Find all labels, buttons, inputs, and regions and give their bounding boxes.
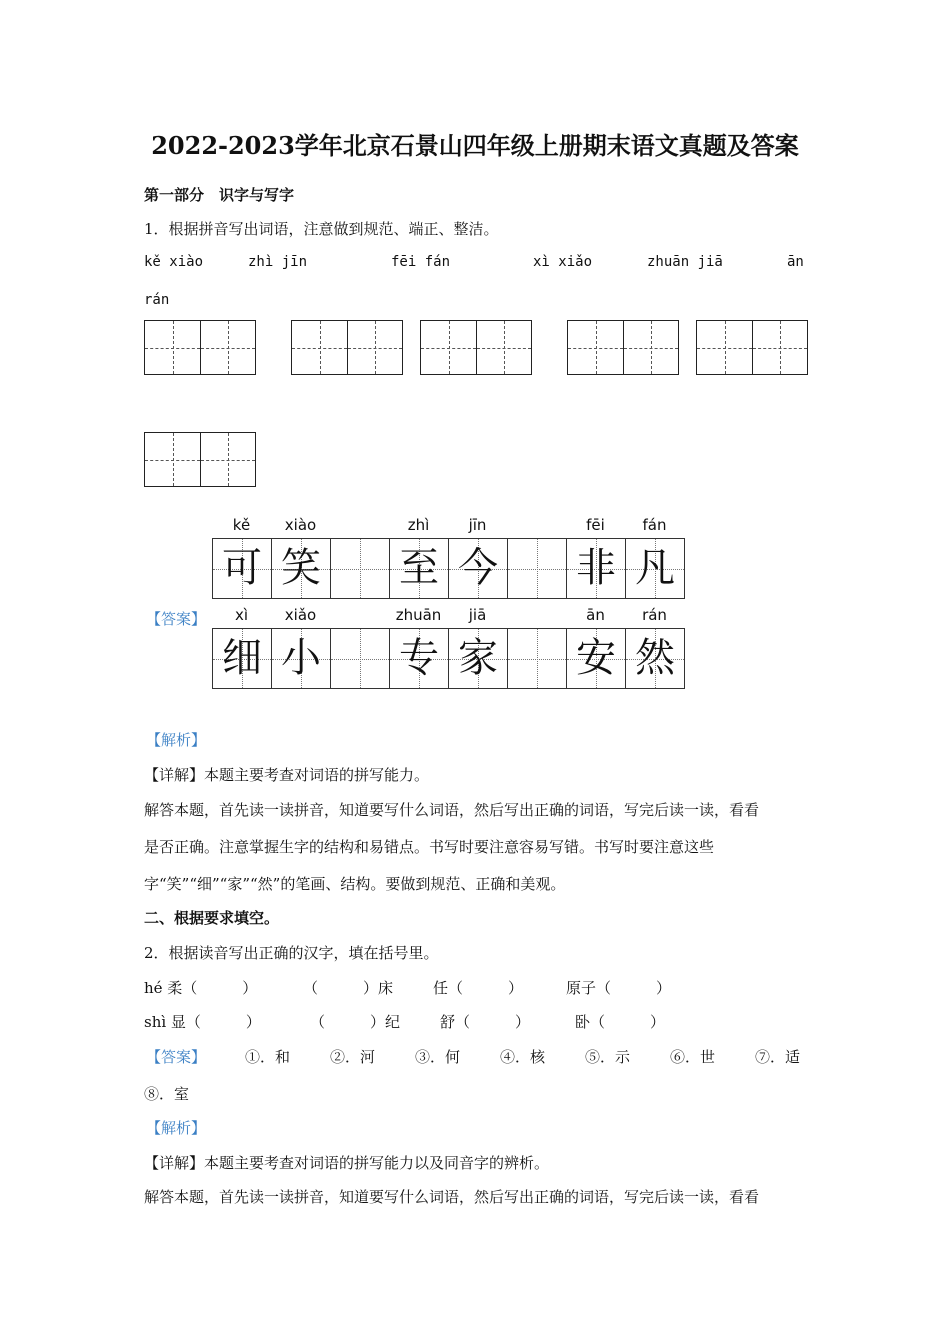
answer-cell: [567, 539, 626, 598]
fill-item: （ ）纪: [310, 1013, 401, 1031]
answer-item: ①．和: [245, 1048, 291, 1066]
detail-text: 【详解】本题主要考查对词语的拼写能力以及同音字的辨析。: [144, 1154, 550, 1172]
answer-pinyin: xì: [234, 606, 249, 624]
answer-item: ④．核: [500, 1048, 546, 1066]
answer-item: ③．何: [415, 1048, 461, 1066]
answer-cell: [449, 539, 508, 598]
answer-char: 细: [222, 635, 262, 681]
answer-cell: [213, 629, 272, 688]
answer-char: 家: [458, 635, 498, 681]
fill-item: hé 柔（ ）: [144, 979, 258, 997]
answer-pinyin: rán: [642, 606, 667, 624]
fill-item: 原子（ ）: [566, 979, 672, 997]
answer-char: 今: [458, 545, 498, 591]
answer-char: 凡: [635, 545, 675, 591]
fill-item: （ ）床: [303, 979, 394, 997]
writing-grid[interactable]: [144, 320, 256, 375]
answer-label: 【答案】: [146, 1048, 207, 1066]
answer-cell: [626, 629, 685, 688]
answer-cell: [508, 629, 567, 688]
answer-cell: [213, 539, 272, 598]
answer-cell: [508, 539, 567, 598]
section-heading: 二、根据要求填空。: [144, 909, 280, 927]
pinyin: rán: [144, 292, 170, 308]
answer-pinyin: jīn: [468, 516, 487, 534]
pinyin: xì xiǎo: [533, 254, 593, 270]
pinyin: ān: [787, 254, 804, 270]
fill-item: 卧（ ）: [575, 1013, 666, 1031]
fill-item: 任（ ）: [433, 979, 524, 997]
answer-item: ⑤．示: [585, 1048, 631, 1066]
answer-pinyin: kě: [232, 516, 251, 534]
answer-item: ⑦．适: [755, 1048, 801, 1066]
question-1-prompt: 1．根据拼音写出词语，注意做到规范、端正、整洁。: [144, 220, 499, 238]
answer-item: ⑧．室: [144, 1085, 190, 1103]
answer-pinyin: ān: [586, 606, 605, 624]
writing-grid[interactable]: [420, 320, 532, 375]
pinyin: kě xiào: [144, 254, 204, 270]
analysis-text: 是否正确。注意掌握生字的结构和易错点。书写时要注意容易写错。书写时要注意这些: [144, 838, 715, 856]
answer-char: 然: [635, 635, 675, 681]
writing-grid[interactable]: [567, 320, 679, 375]
answer-char: 小: [281, 635, 321, 681]
answer-cell: [626, 539, 685, 598]
answer-pinyin: jiā: [468, 606, 487, 624]
answer-pinyin: zhuān: [395, 606, 442, 624]
answer-pinyin: xiào: [284, 516, 317, 534]
question-2-prompt: 2．根据读音写出正确的汉字，填在括号里。: [144, 944, 439, 962]
writing-grid[interactable]: [291, 320, 403, 375]
answer-cell: [449, 629, 508, 688]
document-title: 2022-2023学年北京石景山四年级上册期末语文真题及答案: [151, 131, 799, 160]
analysis-label: 【解析】: [146, 1119, 207, 1137]
answer-char: 至: [399, 545, 439, 591]
answer-cell: [272, 539, 331, 598]
answer-char: 可: [222, 545, 262, 591]
answer-cell: [567, 629, 626, 688]
answer-grid-row: [212, 628, 685, 689]
answer-label: 【答案】: [146, 610, 207, 628]
answer-char: 安: [576, 635, 616, 681]
answer-char: 非: [576, 545, 616, 591]
answer-pinyin: xiǎo: [284, 606, 317, 624]
answer-pinyin: zhì: [407, 516, 430, 534]
answer-cell: [331, 539, 390, 598]
answer-char: 专: [399, 635, 439, 681]
detail-text: 【详解】本题主要考查对词语的拼写能力。: [144, 766, 430, 784]
answer-cell: [390, 629, 449, 688]
section-heading: 第一部分 识字与写字: [144, 186, 295, 204]
answer-grid-row: [212, 538, 685, 599]
analysis-text: 解答本题，首先读一读拼音，知道要写什么词语，然后写出正确的词语，写完后读一读，看看: [144, 1188, 760, 1206]
answer-pinyin: fēi: [586, 516, 605, 534]
writing-grid[interactable]: [144, 432, 256, 487]
answer-char: 笑: [281, 545, 321, 591]
answer-item: ②．河: [330, 1048, 376, 1066]
pinyin: zhì jīn: [248, 254, 308, 270]
answer-pinyin: fán: [642, 516, 667, 534]
answer-cell: [390, 539, 449, 598]
analysis-text: 解答本题，首先读一读拼音，知道要写什么词语，然后写出正确的词语，写完后读一读，看看: [144, 801, 760, 819]
analysis-label: 【解析】: [146, 731, 207, 749]
answer-cell: [331, 629, 390, 688]
fill-item: 舒（ ）: [440, 1013, 531, 1031]
pinyin: fēi fán: [391, 254, 451, 270]
answer-item: ⑥．世: [670, 1048, 716, 1066]
analysis-text: 字“笑”“细”“家”“然”的笔画、结构。要做到规范、正确和美观。: [144, 875, 566, 893]
fill-item: shì 显（ ）: [144, 1013, 261, 1031]
answer-cell: [272, 629, 331, 688]
pinyin: zhuān jiā: [647, 254, 723, 270]
writing-grid[interactable]: [696, 320, 808, 375]
